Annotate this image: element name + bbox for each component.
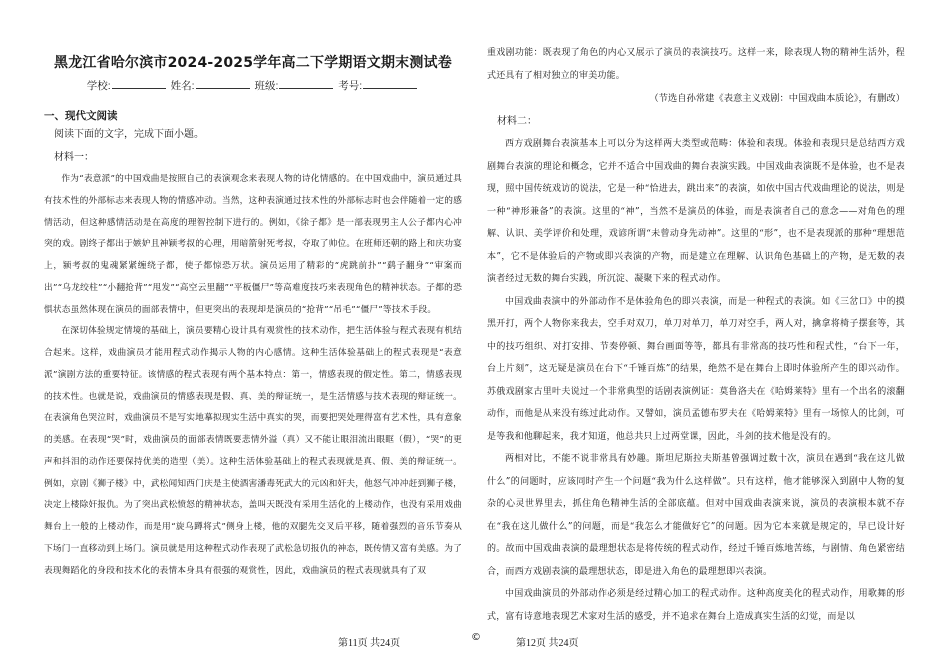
copyright-icon: © bbox=[471, 632, 481, 643]
instruction-text: 阅读下面的文字，完成下面小题。 bbox=[54, 129, 204, 140]
material-one-paragraph: 在深切体验规定情境的基础上，演员要精心设计具有观赏性的技术动作，把生活体验与程式表现有机结合起来。这样，戏曲演员才能用程式动作揭示人物的内心感情。这种生活体验基础上的程式表现是“表意派”演剧方法的重要特征。该情感的程式表现有两个基本特点：第一，情感表现的假定性。第二，情感表现的技术性。也就是说，戏曲演员的情感表现是假、真、美的辩证统一，是生活情感与技术表现的辩证统一。在表演角色哭泣时，戏曲演员不是写实地摹拟现实生活中真实的哭，而要把哭处理得富有艺术性，具有意象的美感。在表现“哭”时，戏曲演员的面部表情既要悲情外溢（真）又不能让眼泪流出眼眶（假），“哭”的更声和抖泪的动作还要保持优美的造型（美）。这种生活体验基础上的程式表现就是真、假、美的辩证统一。例如，京剧《狮子楼》中，武松闻知西门庆是主使酒害潘毒死武大的元凶和奸夫，他怒气冲冲赶到狮子楼，决定上楼除奸报仇。为了突出武松愤怒的精神状态，盖叫天既没有采用生活化的上楼动作，也没有采用戏曲舞台上一般的上楼动作，而是用“旋乌蹲将式”侧身上楼，他的双腿先交叉后平移，随着强烈的音乐节奏从下场门一直移动到上场门。演员就是用这种程式动作表现了武松急切报仇的神态，既传情又富有美感。为了表现舞蹈化的身段和技术化的表情本身具有很强的观赏性，因此，戏曲演员的程式表现就具有了双 bbox=[44, 326, 462, 576]
material-two-paragraph: 两相对比，不能不说非常具有妙趣。斯坦尼斯拉夫斯基曾强调过数十次，演员在遇到“我在这儿做什么”的问题时，应该同时产生一个问题“我为什么这样做”。只有这样，他才能够深入到剧中人物的复杂的心灵世界里去，抓住角色精神生活的全部底蕴。但对中国戏曲表演来说，演员的表演根本就不存在“我在这儿做什么”的问题，而是“我怎么才能做好它”的问题。因为它本来就是规定的，早已设计好的。故而中国戏曲表演的最理想状态是将传统的程式动作，经过千锤百炼地苦练，与剧情、角色紧密结合，而西方戏剧表演的最理想状态，即是进入角色的最理想即兴表演。 bbox=[487, 454, 905, 577]
material-two-paragraph: 中国戏曲表演中的外部动作不是体验角色的即兴表演，而是一种程式的表演。如《三岔口》中的摸黑开打，两个人物你来我去，空手对双刀，单刀对单刀，单刀对空手，两人对，擒拿将椅子摆套等，其中的技巧组织、对打安排、节奏停顿、舞台画面等等，都具有非常高的技巧性和程式性，“台下一年，台上片刻”，这无疑是演员在台下“千锤百炼”的结果，绝然不是在舞台上即时体验所产生的即兴动作。苏俄戏剧家古里叶夫说过一个非常典型的话剧表演例证：莫鲁洛夫在《哈姆莱特》里有一个出名的滚翻动作，而他是从来没有练过此动作。又譬如，演员孟德布罗夫在《哈姆莱特》里有一场惊人的比剑，可是等我和他聊起来，我才知道，他总共只上过两堂课，因此，斗剑的技术他是没有的。 bbox=[487, 296, 905, 442]
material-one-continuation: 重戏剧功能：既表现了角色的内心又展示了演员的表演技巧。这样一来，除表现人物的精神生活外，程式还具有了相对独立的审美功能。 bbox=[487, 48, 905, 81]
right-page bbox=[487, 0, 905, 628]
number-blank bbox=[363, 79, 417, 89]
material-one-paragraph: 作为“表意派”的中国戏曲是按照自己的表演观念来表现人物的诗化情感的。在中国戏曲中，演员通过具有技术性的外部标志来表现人物的情感冲动。当然，这种表演通过技术性的外部标志时也会伴随着一定的感情活动，但这种感情活动是在高度的理智控制下进行的。例如，《徐子都》是一部表现男主人公子都内心冲突的戏。剧终子都出于嫉妒且神颖考叔的心理，用暗箭射死考叔，夺取了帅位。在班师还朝的路上和庆功宴上，颍考叔的鬼魂紧紧缠绕子都，使子都惊恐万状。演员运用了精彩的“虎跳前扑”“鹞子翻身”“审案而出”“乌龙绞柱”“小翻抢背”“甩发”“高空云里翻”“平板僵尸”等高难度技巧来表现角色的精神状态。子都的恐惧状态虽然体现在演员的面部表情中，但更突出的表现却是演员的“抢背”“吊毛”“僵尸”等技术手段。 bbox=[44, 174, 462, 315]
number-label: 考号: bbox=[338, 80, 363, 92]
material-one-label: 材料一： bbox=[54, 152, 94, 163]
material-two-label: 材料二： bbox=[497, 116, 537, 128]
source-citation: （节选自孙常建《表意主义戏剧：中国戏曲本质论》，有删改） bbox=[649, 93, 905, 104]
student-info-line bbox=[44, 78, 462, 93]
name-blank bbox=[196, 79, 250, 89]
material-two-paragraph: 中国戏曲演员的外部动作必须是经过精心加工的程式动作。这种高度美化的程式动作，用歌舞的形式，富有诗意地表现艺术家对生活的感受，并不追求在舞台上造成真实生活的幻觉，而是以 bbox=[487, 589, 905, 622]
right-page-number: 第12页 共24页 bbox=[516, 638, 579, 649]
left-page bbox=[44, 0, 462, 582]
name-label: 姓名: bbox=[170, 80, 195, 92]
class-label: 班级: bbox=[254, 80, 279, 92]
exam-title: 黑龙江省哈尔滨市2024-2025学年高二下学期语文期末测试卷 bbox=[54, 55, 452, 71]
section-heading: 一、现代文阅读 bbox=[44, 110, 118, 122]
left-page-number: 第11页 共24页 bbox=[338, 638, 401, 649]
school-blank bbox=[112, 79, 166, 89]
class-blank bbox=[279, 79, 333, 89]
material-two-paragraph: 西方戏剧舞台表演基本上可以分为这样两大类型或范畴：体验和表现。体验和表现只是总结西方戏剧舞台表演的理论和概念，它并不适合中国戏曲的舞台表演实践。中国戏曲表演既不是体验，也不是表现，照中国传统戏访的说法，它是一种“恰进去，跳出来”的表演，如依中国古代戏曲理论的说法，则是一种“神形兼备”的表演。这里的“神”，当然不是演员的体验，而是表演者自己的意念——对角色的理解、认识、美学评价和处理，戏谚所谓“未曾动身先动神”。这里的“形”，也不是表现派的那种“理想范本”，它不是体验后的产物或即兴表演的产物，而是建立在理解、认识角色基础上的产物，是无数的表演者经过无数的舞台实践，所沉淀、凝聚下来的程式动作。 bbox=[487, 139, 905, 285]
school-label: 学校: bbox=[86, 80, 111, 92]
